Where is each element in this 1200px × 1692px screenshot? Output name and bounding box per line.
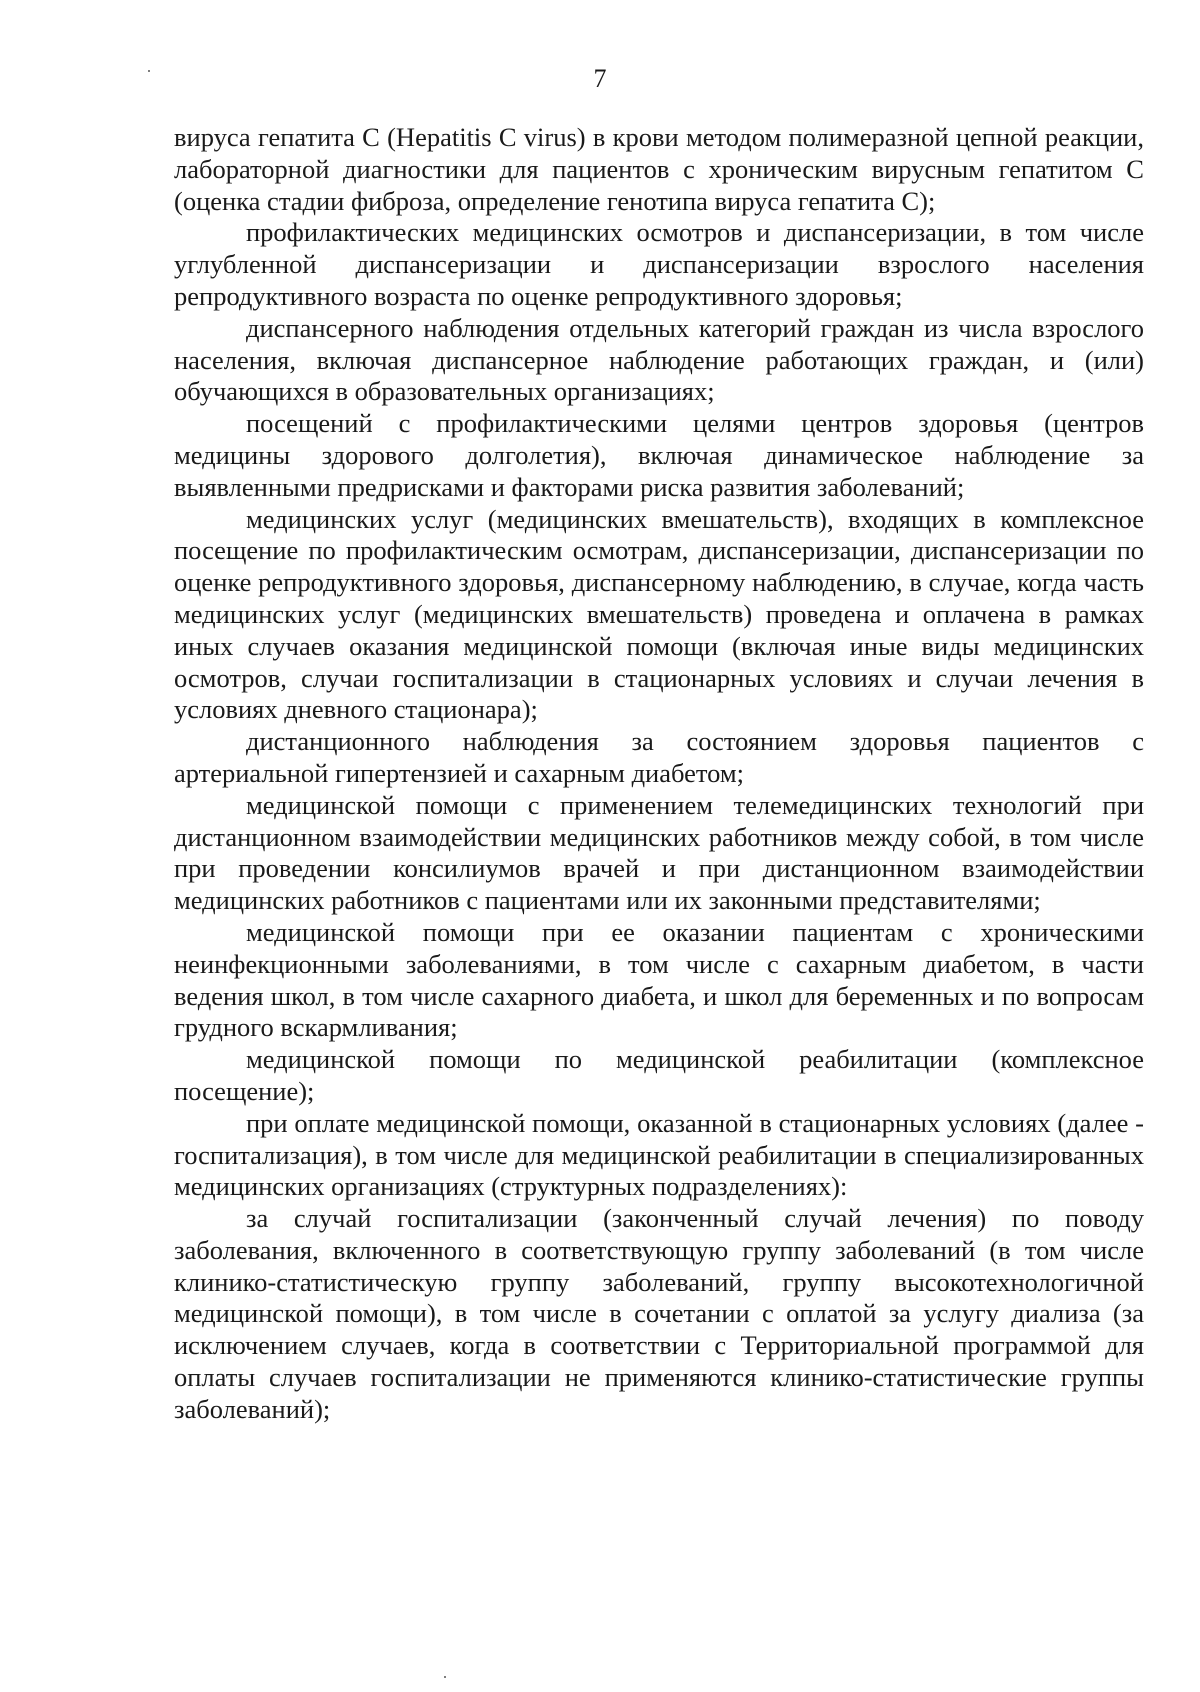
page-number: 7 <box>593 64 607 93</box>
paragraph: дистанционного наблюдения за состоянием здоровья пациентов с артериальной гипертензией и сахарным диабетом; <box>174 726 1144 788</box>
paragraph: медицинской помощи по медицинской реабилитации (комплексное посещение); <box>174 1044 1144 1106</box>
paragraph: медицинской помощи с применением телемедицинских технологий при дистанционном взаимодействии медицинских работников между собой, в том числе при проведении консилиумов врачей и при дистанционном взаимодействии медицинских работников с пациентами или их законными представителями; <box>174 789 1144 916</box>
document-body <box>174 122 1144 1426</box>
paragraph: профилактических медицинских осмотров и диспансеризации, в том числе углубленной диспансеризации и диспансеризации взрослого населения репродуктивного возраста по оценке репродуктивного здоровья; <box>174 217 1144 311</box>
paragraph: вируса гепатита C (Hepatitis C virus) в крови методом полимеразной цепной реакции, лабораторной диагностики для пациентов с хроническим вирусным гепатитом C (оценка стадии фиброза, определение генотипа вируса гепатита C); <box>174 122 1144 216</box>
paragraph: при оплате медицинской помощи, оказанной в стационарных условиях (далее - госпитализация), в том числе для медицинской реабилитации в специализированных медицинских организациях (структурных подразделениях): <box>174 1107 1144 1202</box>
paragraph: посещений с профилактическими целями центров здоровья (центров медицины здорового долголетия), включая динамическое наблюдение за выявленными предрисками и факторами риска развития заболеваний; <box>174 408 1144 502</box>
scan-speck <box>148 70 150 72</box>
paragraph: медицинской помощи при ее оказании пациентам с хроническими неинфекционными заболеваниями, в том числе с сахарным диабетом, в части ведения школ, в том числе сахарного диабета, и школ для беременных и по вопросам грудного вскармливания; <box>174 916 1144 1043</box>
paragraph: за случай госпитализации (законченный случай лечения) по поводу заболевания, включенного в соответствующую группу заболеваний (в том числе клинико-статистическую группу заболеваний, группу высокотехнологичной медицинской помощи), в том числе в сочетании с оплатой за услугу диализа (за исключением случаев, когда в соответствии с Территориальной программой для оплаты случаев госпитализации не применяются клинико-статистические группы заболеваний); <box>174 1203 1144 1424</box>
paragraph: медицинских услуг (медицинских вмешательств), входящих в комплексное посещение по профилактическим осмотрам, диспансеризации, диспансеризации по оценке репродуктивного здоровья, диспансерному наблюдению, в случае, когда часть медицинских услуг (медицинских вмешательств) проведена и оплачена в рамках иных случаев оказания медицинской помощи (включая иные виды медицинских осмотров, случаи госпитализации в стационарных условиях и случаи лечения в условиях дневного стационара); <box>174 503 1144 725</box>
paragraph: диспансерного наблюдения отдельных категорий граждан из числа взрослого населения, включая диспансерное наблюдение работающих граждан, и (или) обучающихся в образовательных организациях; <box>174 312 1144 407</box>
scan-speck <box>444 1676 446 1678</box>
